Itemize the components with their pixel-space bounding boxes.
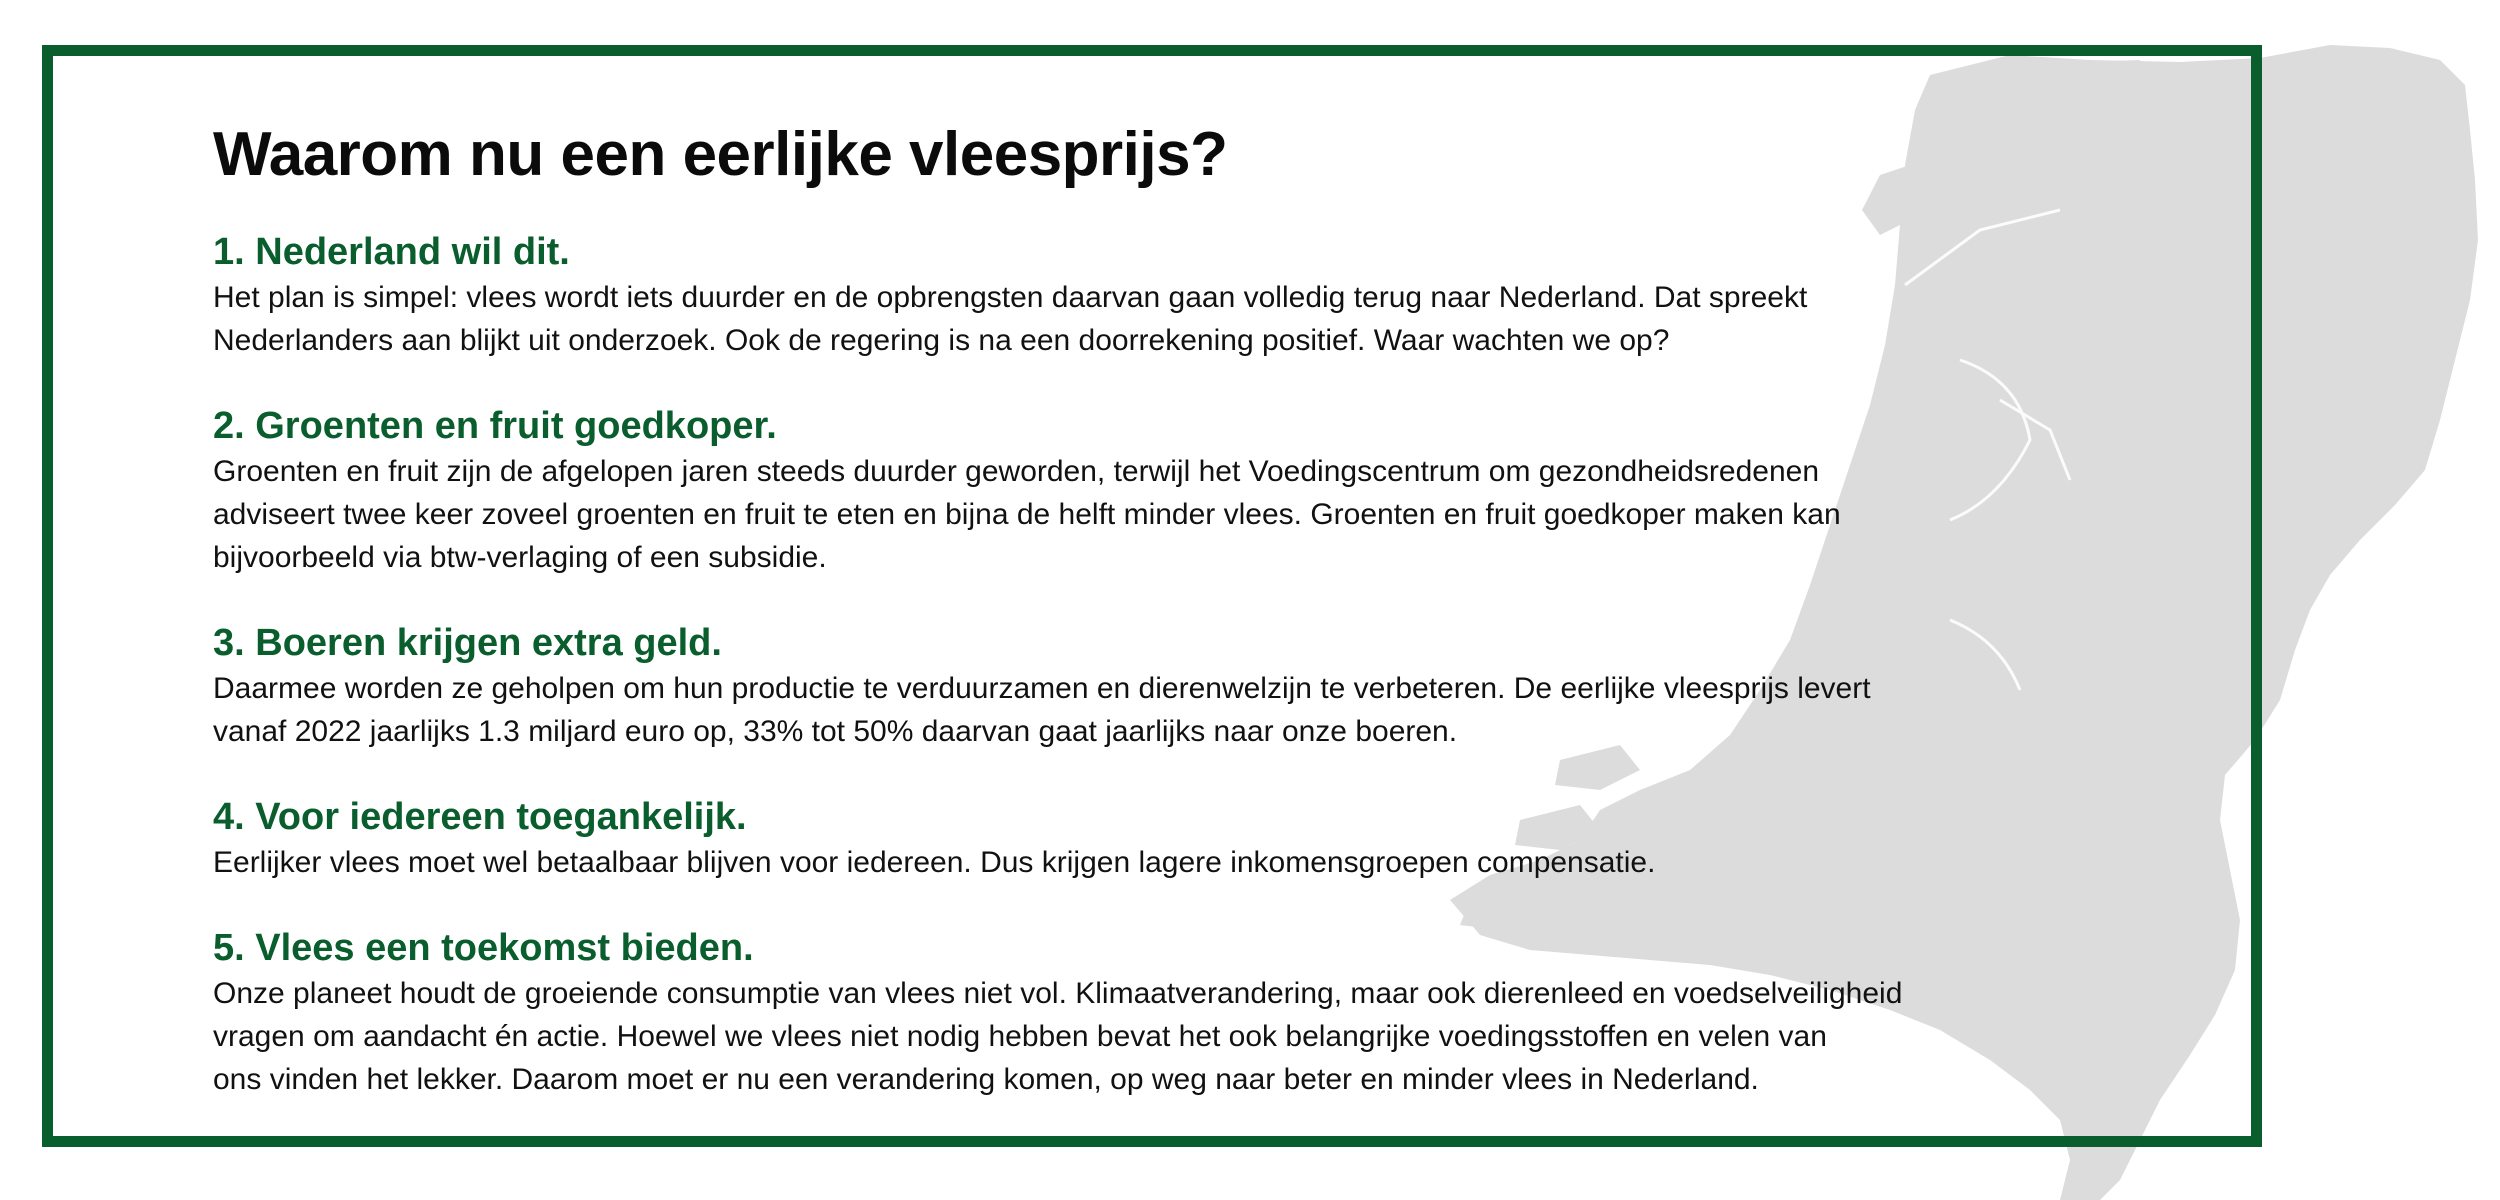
reason-body-line: Nederlanders aan blijkt uit onderzoek. Ook de regering is na een doorrekening positief. Waar wachten we op?: [213, 324, 1670, 357]
reason-heading: 4. Voor iedereen toegankelijk.: [213, 796, 747, 838]
reason-4: [213, 793, 2113, 884]
reason-heading: 1. Nederland wil dit.: [213, 231, 570, 273]
reason-5: [213, 924, 2113, 1101]
reason-body: [213, 276, 2113, 362]
reason-body-line: vragen om aandacht én actie. Hoewel we vlees niet nodig hebben bevat het ook belangrijke voedingsstoffen en velen van: [213, 1020, 1827, 1053]
reason-body: [213, 667, 2113, 753]
reason-body-line: Onze planeet houdt de groeiende consumptie van vlees niet vol. Klimaatverandering, maar ook dierenleed en voedselveiligheid: [213, 977, 1903, 1010]
reason-body-line: bijvoorbeeld via btw-verlaging of een subsidie.: [213, 541, 827, 574]
reason-heading: 3. Boeren krijgen extra geld.: [213, 622, 722, 664]
reason-heading: 5. Vlees een toekomst bieden.: [213, 927, 754, 969]
article: [213, 118, 2113, 1141]
reason-body-line: Eerlijker vlees moet wel betaalbaar blijven voor iedereen. Dus krijgen lagere inkomensgroepen compensatie.: [213, 846, 1656, 879]
reason-2: [213, 402, 2113, 579]
reason-body-line: Daarmee worden ze geholpen om hun productie te verduurzamen en dierenwelzijn te verbeteren. De eerlijke vleesprijs levert: [213, 672, 1871, 705]
reason-body-line: ons vinden het lekker. Daarom moet er nu een verandering komen, op weg naar beter en minder vlees in Nederland.: [213, 1063, 1759, 1096]
reason-body-line: Groenten en fruit zijn de afgelopen jaren steeds duurder geworden, terwijl het Voedingscentrum om gezondheidsredenen: [213, 455, 1820, 488]
reason-body-line: Het plan is simpel: vlees wordt iets duurder en de opbrengsten daarvan gaan volledig terug naar Nederland. Dat spreekt: [213, 281, 1808, 314]
reason-body: [213, 450, 2113, 579]
reason-body: [213, 841, 2113, 884]
reason-3: [213, 619, 2113, 753]
reason-body: [213, 972, 2113, 1101]
reason-body-line: adviseert twee keer zoveel groenten en fruit te eten en bijna de helft minder vlees. Groenten en fruit goedkoper maken kan: [213, 498, 1841, 531]
reason-body-line: vanaf 2022 jaarlijks 1.3 miljard euro op, 33% tot 50% daarvan gaat jaarlijks naar onze boeren.: [213, 715, 1458, 748]
reason-heading: 2. Groenten en fruit goedkoper.: [213, 405, 777, 447]
page-title: Waarom nu een eerlijke vleesprijs?: [213, 120, 1228, 189]
reason-1: [213, 228, 2113, 362]
